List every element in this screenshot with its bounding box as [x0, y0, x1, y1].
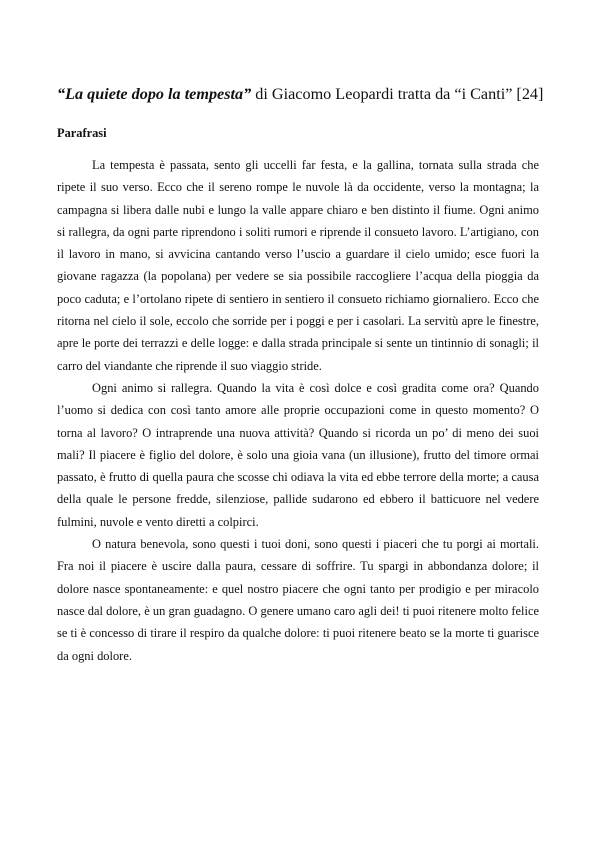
section-heading: Parafrasi — [57, 126, 107, 140]
title-attribution: di Giacomo Leopardi tratta da “i Canti” [24] — [251, 85, 544, 103]
paragraph-3: O natura benevola, sono questi i tuoi doni, sono questi i piaceri che tu porgi ai mortali. Fra noi il piacere è uscire dalla paura, cessare di soffrire. Tu spargi in abbondanza dolore; il dolore nasce spontaneamente: e quel nostro piacere che ogni tanto per prodigio e per miracolo nasce dal dolore, è un gran guadagno. O genere umano caro agli dei! ti puoi ritenere molto felice se ti è concesso di tirare il respiro da qualche dolore: ti puoi ritenere beato se la morte ti guarisce da ogni dolore. — [57, 537, 539, 663]
document-title — [57, 84, 544, 104]
poem-title: “La quiete dopo la tempesta” — [57, 85, 252, 103]
paragraph-1: La tempesta è passata, sento gli uccelli far festa, e la gallina, tornata sulla strada che ripete il suo verso. Ecco che il sereno rompe le nuvole là da occidente, verso la montagna; la campagna si libera dalle nubi e lungo la valle appare chiaro e ben distinto il fiume. Ogni animo si rallegra, da ogni parte riprendono i soliti rumori e riprende il consueto lavoro. L’artigiano, con il lavoro in mano, si avvicina cantando verso l’uscio a guardare il cielo umido; esce fuori la giovane ragazza (la popolana) per vedere se sia possibile raccogliere l’acqua della pioggia da poco caduta; e l’ortolano ripete di sentiero in sentiero il consueto richiamo giornaliero. Ecco che ritorna nel cielo il sole, eccolo che sorride per i poggi e per i casolari. La servitù apre le finestre, apre le porte dei terrazzi e delle logge: e dalla strada principale si sente un tintinnio di sonagli; il carro del viandante che riprende il suo viaggio stride. — [57, 158, 539, 373]
body-text — [57, 154, 539, 667]
paragraph-2: Ogni animo si rallegra. Quando la vita è così dolce e così gradita come ora? Quando l’uomo si dedica con così tanto amore alle proprie occupazioni come in questo momento? O torna al lavoro? O intraprende una nuova attività? Quando si ricorda un po’ di meno dei suoi mali? Il piacere è figlio del dolore, è solo una gioia vana (un illusione), frutto del timore ormai passato, è frutto di quella paura che scosse chi odiava la vita ed ebbe terrore della morte; a causa della quale le persone fredde, silenziose, pallide sudarono ed ebbero il batticuore nel vedere fulmini, nuvole e vento diretti a colpirci. — [57, 380, 539, 529]
